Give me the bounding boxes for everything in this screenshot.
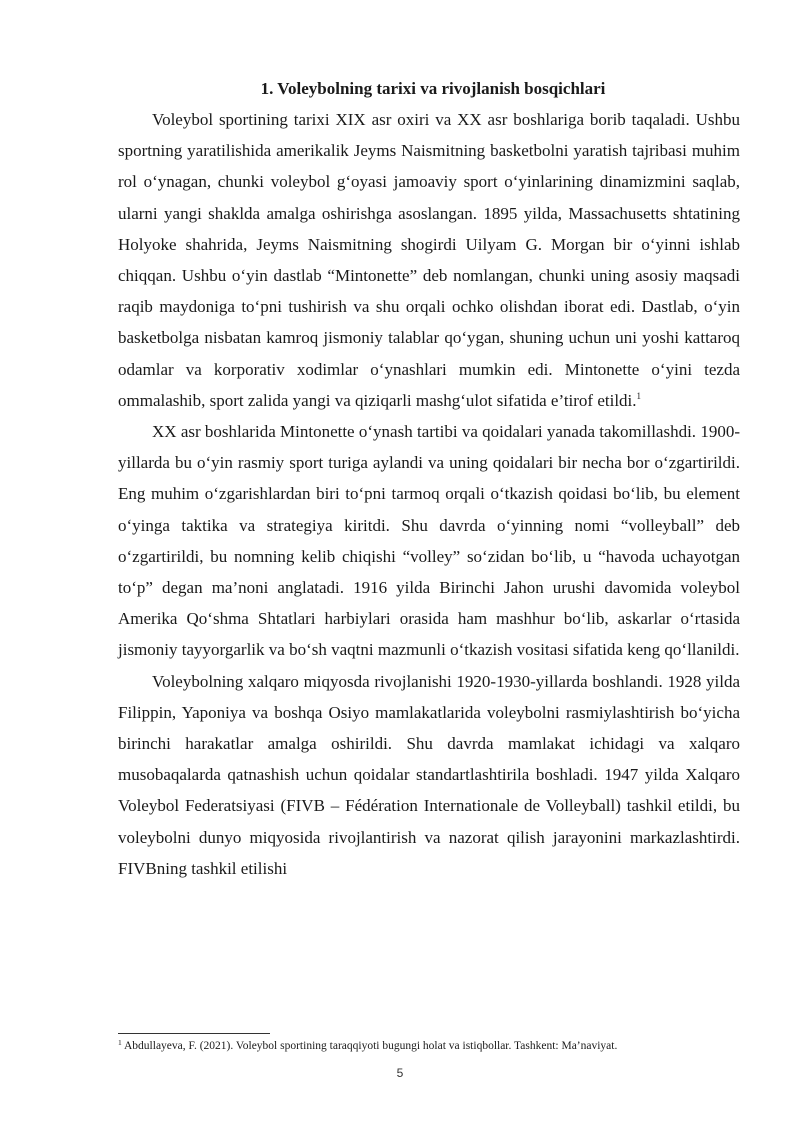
document-page (118, 74, 740, 884)
paragraph-1 (118, 104, 740, 416)
footnote-separator (118, 1033, 270, 1034)
paragraph-2 (118, 416, 740, 666)
paragraph-3-text: Voleybolning xalqaro miqyosda rivojlanishi 1920-1930-yillarda boshlandi. 1928 yilda Filippin, Yaponiya va boshqa Osiyo mamlakatlarida voleybolni rasmiylashtirish bo‘yicha birinchi harakatlar amalga oshirildi. Shu davrda mamlakat ichidagi va xalqaro musobaqalarda qatnashish uchun qoidalar standartlashtirila boshladi. 1947 yilda Xalqaro Voleybol Federatsiyasi (FIVB – Fédération Internationale de Volleyball) tashkil etildi, bu voleybolni dunyo miqyosida rivojlantirish va nazorat qilish jarayonini markazlashtirdi. FIVBning tashkil etilishi (118, 671, 740, 878)
footnote-reference[interactable]: 1 (636, 390, 642, 401)
paragraph-1-text: Voleybol sportining tarixi XIX asr oxiri va XX asr boshlariga borib taqaladi. Ushbu sportning yaratilishida amerikalik Jeyms Naismitning basketbolni yaratish tajribasi muhim rol o‘ynagan, chunki voleybol g‘oyasi jamoaviy sport o‘yinlarining dinamizmini saqlab, ularni yangi shaklda amalga oshirishga asoslangan. 1895 yilda, Massachusetts shtatining Holyoke shahrida, Jeyms Naismitning shogirdi Uilyam G. Morgan bir o‘yinni ishlab chiqqan. Ushbu o‘yin dastlab “Mintonette” deb nomlangan, chunki uning asosiy maqsadi raqib maydoniga to‘pni tushirish va shu orqali ochko olishdan iborat edi. Dastlab, o‘yin basketbolga nisbatan kamroq jismoniy talablar qo‘ygan, shuning uchun uni yoshi kattaroq odamlar va korporativ xodimlar o‘ynashlari mumkin edi. Mintonette o‘yini tezda ommalashib, sport zalida yangi va qiziqarli mashg‘ulot sifatida e’tirof etildi. (118, 110, 740, 410)
section-title: 1. Voleybolning tarixi va rivojlanish bosqichlari (260, 79, 606, 98)
paragraph-3 (118, 666, 740, 884)
footnote-text: Abdullayeva, F. (2021). Voleybol sportining taraqqiyoti bugungi holat va istiqbollar. Tashkent: Ma’naviyat. (124, 1040, 618, 1052)
footnote (118, 1039, 758, 1054)
page-number: 5 (396, 1066, 404, 1080)
footnote-marker: 1 (118, 1038, 122, 1047)
paragraph-2-text: XX asr boshlarida Mintonette o‘ynash tartibi va qoidalari yanada takomillashdi. 1900-yillarda bu o‘yin rasmiy sport turiga aylandi va uning qoidalari bir necha bor o‘zgartirildi. Eng muhim o‘zgarishlardan biri to‘pni tarmoq orqali o‘tkazish qoidasi bo‘lib, bu element o‘yinga taktika va strategiya kiritdi. Shu davrda o‘yinning nomi “volleyball” deb o‘zgartirildi, bu nomning kelib chiqishi “volley” so‘zidan bo‘lib, u “havoda uchayotgan to‘p” degan ma’noni anglatadi. 1916 yilda Birinchi Jahon urushi davomida voleybol Amerika Qo‘shma Shtatlari harbiylari orasida ham mashhur bo‘lib, askarlar o‘rtasida jismoniy tayyorgarlik va bo‘sh vaqtni mazmunli o‘tkazish vositasi sifatida keng qo‘llanildi. (118, 422, 740, 660)
